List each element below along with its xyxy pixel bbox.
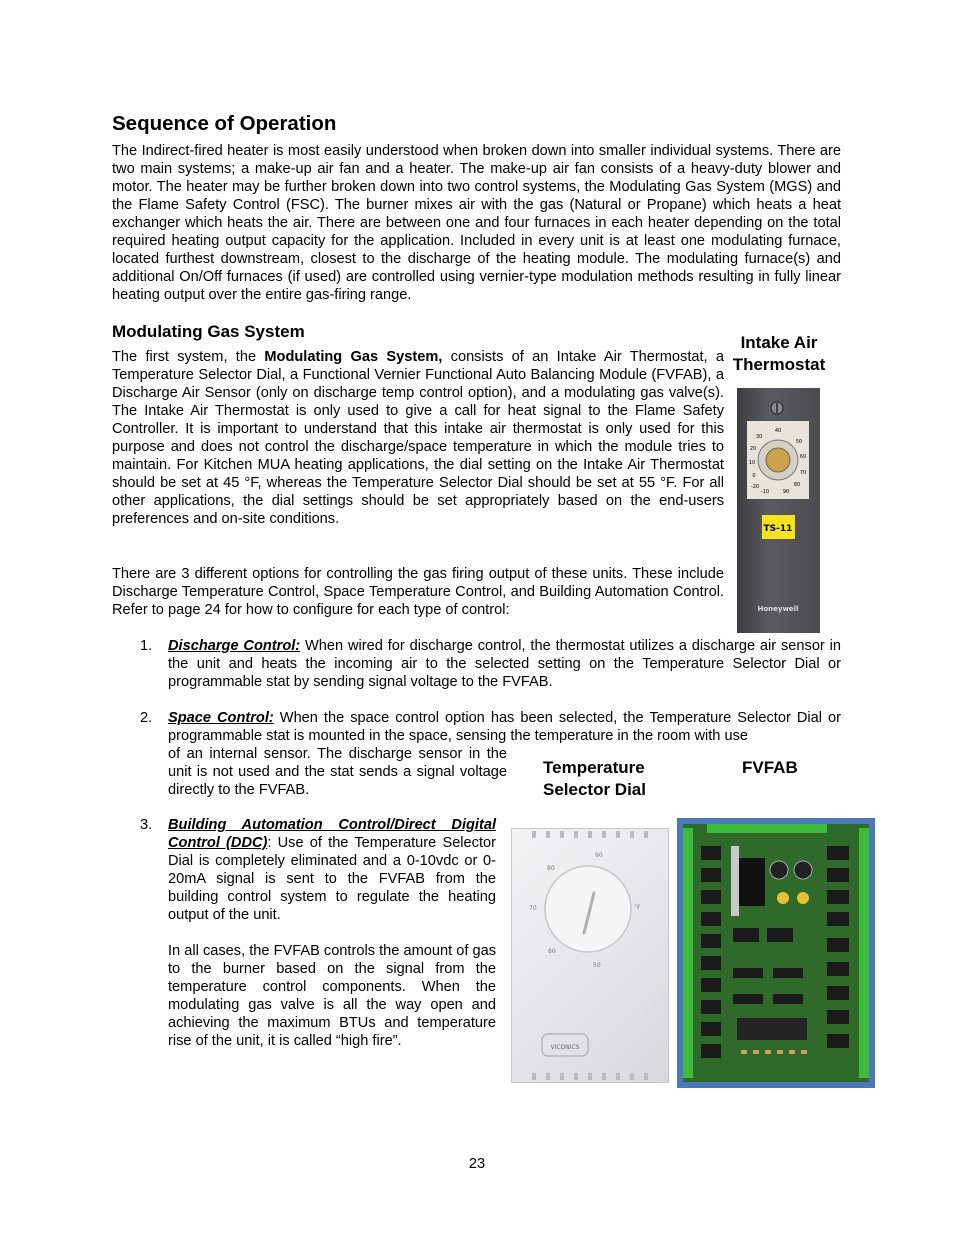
list-text-1: When wired for discharge control, the thermostat utilizes a discharge air sensor in the unit and heats the incoming air to the selected setting on the Temperature Selector Dial or programmable stat by sending signal voltage to the FVFAB. bbox=[168, 638, 841, 690]
intake-caption-line2: Thermostat bbox=[732, 355, 826, 374]
mgs-lead: The first system, the bbox=[112, 349, 265, 365]
list-item-2-cont: of an internal sensor. The discharge sensor in the unit is not used and the stat sends a signal voltage directly to the FVFAB. bbox=[168, 746, 507, 798]
intake-air-caption bbox=[726, 332, 832, 376]
section-heading-mgs: Modulating Gas System bbox=[112, 322, 305, 341]
selector-caption-line2: Selector Dial bbox=[543, 780, 646, 799]
selector-caption-line1: Temperature bbox=[543, 758, 645, 777]
thermostat-model-label: TS-11 bbox=[763, 524, 793, 534]
options-paragraph: There are 3 different options for controlling the gas firing output of these units. These include Discharge Temperature Control, Space Temperature Control, and Building Automation Control. Refer to page 24 for how to configure for each type of control: bbox=[112, 566, 724, 618]
temperature-selector-caption bbox=[543, 757, 646, 801]
thermostat-scale-9: -20 bbox=[750, 484, 760, 490]
thermostat-scale-8: 10 bbox=[748, 460, 756, 466]
list-term-2: Space Control: bbox=[168, 710, 274, 726]
page-title: Sequence of Operation bbox=[112, 112, 337, 135]
list-item-3 bbox=[168, 816, 496, 924]
list-number-3: 3. bbox=[140, 817, 153, 833]
viconics-logo: VICONICS bbox=[550, 1044, 580, 1051]
selector-scale-4: 50 bbox=[593, 962, 601, 969]
thermostat-scale-11: 0 bbox=[752, 473, 756, 479]
thermostat-scale-6: 30 bbox=[755, 434, 763, 440]
list-item-1 bbox=[168, 637, 841, 691]
list-text-3: : Use of the Temperature Selector Dial is completely eliminated and a 0-10vdc or 0-20mA signal is sent to the FVFAB from the building control system to regulate the heating output of the unit. bbox=[168, 835, 496, 923]
thermostat-illustration bbox=[737, 388, 820, 633]
selector-scale-2: 70 bbox=[529, 905, 537, 912]
list-number-1: 1. bbox=[140, 638, 153, 654]
list-item-3-note: In all cases, the FVFAB controls the amount of gas to the burner based on the signal from the temperature control components. When the modulating gas valve is all the way open and achieving the maximum BTUs and temperature rise of the unit, it is called “high fire”. bbox=[168, 943, 496, 1049]
selector-scale-5: °F bbox=[634, 904, 641, 911]
mgs-paragraph bbox=[112, 348, 724, 528]
selector-scale-1: 80 bbox=[547, 865, 555, 872]
temperature-selector-photo bbox=[511, 828, 669, 1083]
list-term-3: Building Automation Control/Direct Digital Control (DDC) bbox=[168, 817, 496, 851]
thermostat-scale-2: 60 bbox=[799, 454, 807, 460]
intro-paragraph: The Indirect-fired heater is most easily understood when broken down into smaller individual systems. There are two main systems; a make-up air fan and a heater. The make-up air fan consists of a heavy-duty blower and motor. The heater may be further broken down into two control systems, the Modulating Gas System (MGS) and the Flame Safety Control (FSC). The burner mixes air with the gas (Natural or Propane) which heats a heat exchanger which heats the air. There are between one and four furnaces in each heater depending on the total required heating output capacity for the application. Included in every unit is at least one modulating furnace, located furthest downstream, closest to the discharge of the heating module. The modulating furnace(s) and additional On/Off furnaces (if used) are controlled using vernier-type modulation methods resulting in fully linear heating output over the entire gas-firing range. bbox=[112, 143, 841, 303]
thermostat-scale-5: 90 bbox=[782, 489, 790, 495]
thermostat-scale-top: 40 bbox=[774, 428, 782, 434]
selector-scale-3: 60 bbox=[548, 948, 556, 955]
honeywell-logo: Honeywell bbox=[757, 605, 799, 613]
thermostat-scale-3: 70 bbox=[799, 470, 807, 476]
thermostat-scale-10: -10 bbox=[760, 489, 770, 495]
mgs-body: consists of an Intake Air Thermostat, a Temperature Selector Dial, a Functional Vernier Functional Auto Balancing Module (FVFAB), a Discharge Air Sensor (only on discharge temp control option), and a modulating gas valve(s). The Intake Air Thermostat is only used to give a call for heat signal to the Flame Safety Controller. It is important to understand that this intake air thermostat is only used for this purpose and does not control the discharge/space temperature in which the module tries to maintain. For Kitchen MUA heating applications, the dial setting on the Intake Air Thermostat should be set at 45 °F, whereas the Temperature Selector Dial should be set at 55 °F. For all other applications, the dial settings should be set appropriately based on the end-users preferences and on-site conditions. bbox=[112, 349, 725, 527]
intake-thermostat-photo bbox=[737, 388, 820, 633]
selector-scale-0: 90 bbox=[595, 852, 603, 859]
thermostat-scale-1: 50 bbox=[795, 439, 803, 445]
circuit-board-illustration bbox=[677, 818, 875, 1088]
mgs-lead-bold: Modulating Gas System, bbox=[264, 349, 443, 365]
fvfab-board-photo bbox=[677, 818, 875, 1088]
list-number-2: 2. bbox=[140, 710, 153, 726]
list-text-2: When the space control option has been selected, the Temperature Selector Dial or programmable stat is mounted in the space, sensing the temperature in the room with use bbox=[168, 710, 841, 744]
thermostat-scale-7: 20 bbox=[749, 446, 757, 452]
fvfab-caption: FVFAB bbox=[742, 758, 798, 777]
page-number: 23 bbox=[468, 1156, 486, 1172]
thermostat-scale-4: 80 bbox=[793, 482, 801, 488]
list-item-2 bbox=[168, 709, 841, 745]
intake-caption-line1: Intake Air bbox=[740, 333, 818, 352]
list-term-1: Discharge Control: bbox=[168, 638, 301, 654]
selector-dial-illustration bbox=[512, 829, 668, 1082]
